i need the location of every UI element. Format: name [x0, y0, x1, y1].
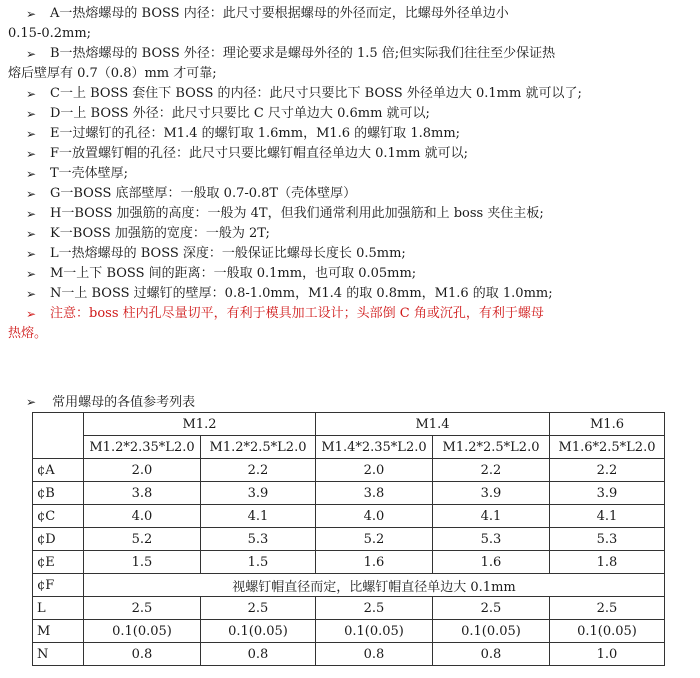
table-cell: 4.1	[201, 505, 316, 528]
table-cell: 3.8	[84, 482, 201, 505]
size-header: M1.6*2.5*L2.0	[550, 436, 665, 459]
table-cell: 2.0	[84, 459, 201, 482]
table-cell: 2.5	[433, 597, 550, 620]
table-cell: 1.5	[201, 551, 316, 574]
table-row	[33, 620, 665, 643]
table-row	[33, 574, 665, 597]
table-cell: 5.3	[433, 528, 550, 551]
group-header-m12: M1.2	[84, 413, 316, 436]
row-label: M	[33, 620, 84, 643]
table-cell: 3.8	[316, 482, 433, 505]
table-row	[33, 597, 665, 620]
arrow-bullet-icon: ➢	[26, 47, 37, 61]
table-cell: 0.8	[316, 643, 433, 666]
arrow-bullet-icon: ➢	[26, 167, 37, 181]
arrow-bullet-icon: ➢	[26, 247, 37, 261]
table-cell: 3.9	[433, 482, 550, 505]
table-cell: 1.0	[550, 643, 665, 666]
table-cell: 2.2	[201, 459, 316, 482]
table-row	[33, 551, 665, 574]
bullet-item: ➢ K一BOSS 加强筋的宽度：一般为 2T;	[8, 224, 696, 244]
table-cell: 5.3	[550, 528, 665, 551]
table-cell: 4.1	[550, 505, 665, 528]
row-label: ¢A	[33, 459, 84, 482]
table-cell: 5.2	[316, 528, 433, 551]
arrow-bullet-icon: ➢	[26, 127, 37, 141]
bullet-item: ➢ C一上 BOSS 套住下 BOSS 的内径：此尺寸只要比下 BOSS 外径单边大 0.1mm 就可以了;	[8, 84, 696, 104]
table-corner-cell	[33, 413, 84, 459]
arrow-bullet-icon: ➢	[26, 395, 37, 409]
table-cell: 0.1(0.05)	[201, 620, 316, 643]
arrow-bullet-icon: ➢	[26, 227, 37, 241]
row-label: ¢B	[33, 482, 84, 505]
nut-reference-table	[32, 412, 665, 666]
note-item: ➢ 注意：boss 柱内孔尽量切平，有利于模具加工设计；头部倒 C 角或沉孔，有利于螺母 热熔。	[8, 306, 544, 341]
table-cell: 1.5	[84, 551, 201, 574]
arrow-bullet-icon: ➢	[26, 267, 37, 281]
bullet-item: ➢ L一热熔螺母的 BOSS 深度：一般保证比螺母长度长 0.5mm;	[8, 244, 696, 264]
table-cell: 2.2	[433, 459, 550, 482]
bullet-item: ➢ F一放置螺钉帽的孔径：此尺寸只要比螺钉帽直径单边大 0.1mm 就可以;	[8, 144, 696, 164]
table-row	[33, 505, 665, 528]
arrow-bullet-icon: ➢	[26, 287, 37, 301]
arrow-bullet-icon: ➢	[26, 147, 37, 161]
table-cell: 2.5	[201, 597, 316, 620]
table-title: ➢ 常用螺母的各值参考列表	[26, 395, 196, 410]
size-header: M1.2*2.35*L2.0	[84, 436, 201, 459]
table-cell: 4.0	[84, 505, 201, 528]
arrow-bullet-icon: ➢	[26, 107, 37, 121]
table-row	[33, 459, 665, 482]
table-cell: 4.1	[433, 505, 550, 528]
bullet-item: ➢ B一热熔螺母的 BOSS 外径：理论要求是螺母外径的 1.5 倍;但实际我们往往至少保证热 熔后壁厚有 0.7（0.8）mm 才可靠;	[8, 46, 556, 81]
table-cell: 2.2	[550, 459, 665, 482]
row-label: L	[33, 597, 84, 620]
table-cell: 0.8	[433, 643, 550, 666]
row-label: ¢E	[33, 551, 84, 574]
table-cell: 3.9	[201, 482, 316, 505]
table-cell: 5.2	[84, 528, 201, 551]
bullet-item: ➢ T一壳体壁厚;	[8, 164, 696, 184]
table-cell: 0.8	[84, 643, 201, 666]
table-cell: 0.1(0.05)	[84, 620, 201, 643]
table-cell: 2.0	[316, 459, 433, 482]
table-row	[33, 643, 665, 666]
table-cell: 0.1(0.05)	[316, 620, 433, 643]
row-label: ¢C	[33, 505, 84, 528]
row-label: ¢D	[33, 528, 84, 551]
spec-list	[8, 4, 696, 344]
table-cell: 4.0	[316, 505, 433, 528]
table-group-header-row	[33, 413, 665, 436]
table-cell: 2.5	[316, 597, 433, 620]
table-row	[33, 482, 665, 505]
table-cell: 0.1(0.05)	[550, 620, 665, 643]
size-header: M1.2*2.5*L2.0	[201, 436, 316, 459]
table-cell: 2.5	[550, 597, 665, 620]
bullet-item: ➢ D一上 BOSS 外径：此尺寸只要比 C 尺寸单边大 0.6mm 就可以;	[8, 104, 696, 124]
group-header-m14: M1.4	[316, 413, 550, 436]
bullet-item: ➢ G一BOSS 底部壁厚：一般取 0.7-0.8T（壳体壁厚）	[8, 184, 696, 204]
row-label: N	[33, 643, 84, 666]
arrow-bullet-icon: ➢	[26, 207, 37, 221]
table-row	[33, 528, 665, 551]
group-header-m16: M1.6	[550, 413, 665, 436]
bullet-item: ➢ M一上下 BOSS 间的距离：一般取 0.1mm，也可取 0.05mm;	[8, 264, 696, 284]
size-header: M1.4*2.35*L2.0	[316, 436, 433, 459]
table-cell: 1.6	[433, 551, 550, 574]
arrow-bullet-icon: ➢	[26, 87, 37, 101]
bullet-item: ➢ E一过螺钉的孔径：M1.4 的螺钉取 1.6mm，M1.6 的螺钉取 1.8mm;	[8, 124, 696, 144]
table-cell: 2.5	[84, 597, 201, 620]
bullet-item: ➢ N一上 BOSS 过螺钉的壁厚：0.8-1.0mm，M1.4 的取 0.8mm，M1.6 的取 1.0mm;	[8, 284, 696, 304]
table-cell: 0.8	[201, 643, 316, 666]
table-merged-cell: 视螺钉帽直径而定，比螺钉帽直径单边大 0.1mm	[84, 574, 665, 597]
bullet-item: ➢ A一热熔螺母的 BOSS 内径：此尺寸要根据螺母的外径而定，比螺母外径单边小 0.15-0.2mm;	[8, 6, 509, 41]
arrow-bullet-icon: ➢	[26, 307, 37, 321]
table-cell: 3.9	[550, 482, 665, 505]
size-header: M1.2*2.5*L2.0	[433, 436, 550, 459]
table-cell: 5.3	[201, 528, 316, 551]
arrow-bullet-icon: ➢	[26, 187, 37, 201]
table-cell: 0.1(0.05)	[433, 620, 550, 643]
table-cell: 1.8	[550, 551, 665, 574]
table-cell: 1.6	[316, 551, 433, 574]
row-label: ¢F	[33, 574, 84, 597]
bullet-item: ➢ H一BOSS 加强筋的高度：一般为 4T，但我们通常利用此加强筋和上 boss 夹住主板;	[8, 204, 696, 224]
table-size-header-row	[33, 436, 665, 459]
arrow-bullet-icon: ➢	[26, 7, 37, 21]
